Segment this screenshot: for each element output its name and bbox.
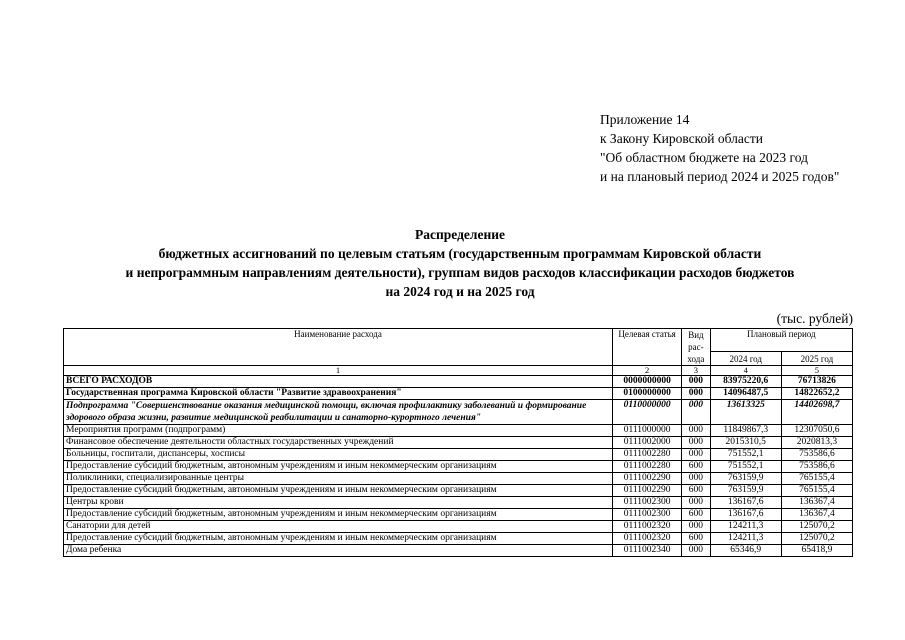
header-name: Наименование расхода [64,329,613,366]
row-name-cell: ВСЕГО РАСХОДОВ [64,376,613,388]
row-2024-cell: 124211,3 [710,521,781,533]
header-vid: Вид рас-хода [682,329,710,366]
appendix-line: к Закону Кировской области [600,131,764,146]
row-2025-cell: 2020813,3 [781,437,852,449]
row-name-cell: Мероприятия программ (подпрограмм) [64,425,613,437]
header-code: Целевая статья [613,329,682,366]
row-name-cell: Дома ребенка [64,545,613,557]
appendix-block [600,110,839,186]
table-row [64,425,853,437]
row-2025-cell: 765155,4 [781,485,852,497]
index-cell: 3 [682,366,710,376]
table-row [64,497,853,509]
header-year-2024: 2024 год [710,352,781,366]
appendix-line: и на плановый период 2024 и 2025 годов" [600,169,840,184]
row-vid-cell: 000 [682,425,710,437]
row-code-cell: 0110000000 [613,400,682,425]
index-cell: 2 [613,366,682,376]
table-row [64,461,853,473]
row-code-cell: 0111002300 [613,497,682,509]
row-2024-cell: 751552,1 [710,449,781,461]
row-vid-cell: 000 [682,497,710,509]
row-vid-cell: 600 [682,485,710,497]
row-2025-cell: 76713826 [781,376,852,388]
row-name-cell: Санатории для детей [64,521,613,533]
row-vid-cell: 000 [682,521,710,533]
row-vid-cell: 600 [682,509,710,521]
row-2024-cell: 11849867,3 [710,425,781,437]
row-name-cell: Предоставление субсидий бюджетным, автономным учреждениям и иным некоммерческим организациям [64,461,613,473]
index-cell: 1 [64,366,613,376]
table-row [64,437,853,449]
row-2024-cell: 763159,9 [710,485,781,497]
title-line: и непрограммным направлениям деятельности), группам видов расходов классификации расходов бюджетов [125,265,795,280]
row-2025-cell: 753586,6 [781,461,852,473]
units-label: (тыс. рублей) [776,311,853,326]
row-code-cell: 0000000000 [613,376,682,388]
row-name-cell: Поликлиники, специализированные центры [64,473,613,485]
row-2024-cell: 13613325 [710,400,781,425]
title-line: на 2024 год и на 2025 год [385,284,535,299]
table-row [64,509,853,521]
row-vid-cell: 600 [682,461,710,473]
row-2024-cell: 763159,9 [710,473,781,485]
table-row [64,376,853,388]
row-vid-cell: 000 [682,473,710,485]
row-code-cell: 0111002000 [613,437,682,449]
document-title [60,225,860,301]
table-row [64,545,853,557]
row-vid-cell: 000 [682,449,710,461]
index-cell: 4 [710,366,781,376]
row-name-cell: Больницы, госпитали, диспансеры, хосписы [64,449,613,461]
table-row [64,521,853,533]
row-2025-cell: 125070,2 [781,521,852,533]
row-2025-cell: 12307050,6 [781,425,852,437]
row-vid-cell: 000 [682,376,710,388]
title-line: Распределение [414,227,506,242]
appendix-line: "Об областном бюджете на 2023 год [600,150,808,165]
row-2025-cell: 765155,4 [781,473,852,485]
row-2025-cell: 136367,4 [781,509,852,521]
table-row [64,485,853,497]
row-vid-cell: 600 [682,533,710,545]
row-code-cell: 0100000000 [613,388,682,400]
table-row [64,473,853,485]
row-name-cell: Предоставление субсидий бюджетным, автономным учреждениям и иным некоммерческим организациям [64,533,613,545]
row-code-cell: 0111002320 [613,521,682,533]
row-2024-cell: 751552,1 [710,461,781,473]
index-row [64,366,853,376]
header-year-2025: 2025 год [781,352,852,366]
row-name-cell: Предоставление субсидий бюджетным, автономным учреждениям и иным некоммерческим организациям [64,509,613,521]
row-2024-cell: 136167,6 [710,497,781,509]
row-code-cell: 0111002340 [613,545,682,557]
row-name-cell: Финансовое обеспечение деятельности областных государственных учреждений [64,437,613,449]
row-name-cell: Предоставление субсидий бюджетным, автономным учреждениям и иным некоммерческим организациям [64,485,613,497]
row-2025-cell: 14822652,2 [781,388,852,400]
row-2024-cell: 65346,9 [710,545,781,557]
row-2025-cell: 65418,9 [781,545,852,557]
row-vid-cell: 000 [682,437,710,449]
row-vid-cell: 000 [682,388,710,400]
row-2024-cell: 136167,6 [710,509,781,521]
row-2025-cell: 125070,2 [781,533,852,545]
row-code-cell: 0111002290 [613,473,682,485]
row-name-cell: Подпрограмма "Совершенствование оказания медицинской помощи, включая профилактику заболеваний и формирование здорового образа жизни, развитие медицинской реабилитации и санаторно-курортного лечения" [64,400,613,425]
row-2025-cell: 14402698,7 [781,400,852,425]
appendix-line: Приложение 14 [600,112,690,127]
row-2025-cell: 753586,6 [781,449,852,461]
row-2024-cell: 14096487,5 [710,388,781,400]
table-row [64,400,853,425]
table-row [64,533,853,545]
row-2024-cell: 2015310,5 [710,437,781,449]
index-cell: 5 [781,366,852,376]
row-code-cell: 0111000000 [613,425,682,437]
row-vid-cell: 000 [682,400,710,425]
row-2024-cell: 83975220,6 [710,376,781,388]
row-code-cell: 0111002300 [613,509,682,521]
table-row [64,388,853,400]
budget-table [63,328,853,557]
row-2024-cell: 124211,3 [710,533,781,545]
row-code-cell: 0111002320 [613,533,682,545]
table-body [64,376,853,557]
row-vid-cell: 000 [682,545,710,557]
row-code-cell: 0111002290 [613,485,682,497]
row-code-cell: 0111002280 [613,461,682,473]
row-2025-cell: 136367,4 [781,497,852,509]
title-line: бюджетных ассигнований по целевым статьям (государственным программам Кировской области [158,246,762,261]
header-plan: Плановый период [710,329,852,352]
row-code-cell: 0111002280 [613,449,682,461]
table-row [64,449,853,461]
row-name-cell: Центры крови [64,497,613,509]
row-name-cell: Государственная программа Кировской области "Развитие здравоохранения" [64,388,613,400]
